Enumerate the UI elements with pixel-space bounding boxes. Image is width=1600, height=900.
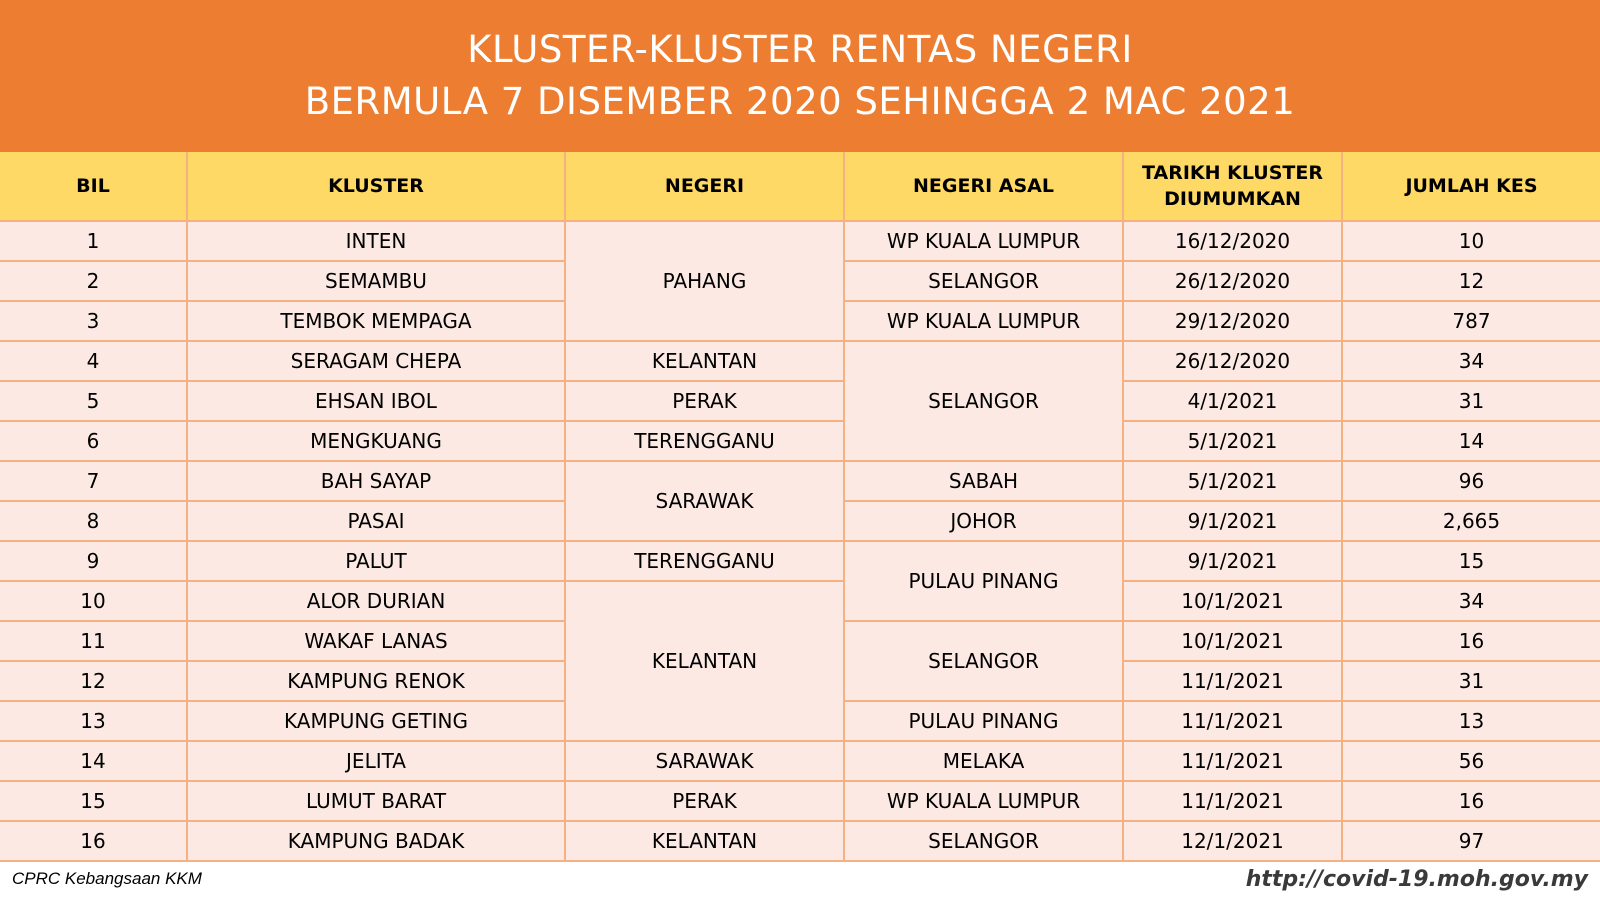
cell-negeri: KELANTAN (565, 341, 844, 381)
header-kluster: KLUSTER (187, 152, 565, 221)
cell-negeri: TERENGGANU (565, 541, 844, 581)
cell-jumlah-kes: 97 (1342, 821, 1600, 861)
cell-negeri-asal: SELANGOR (844, 261, 1123, 301)
cell-tarikh: 11/1/2021 (1123, 661, 1342, 701)
table-row (0, 421, 1600, 461)
table-row (0, 381, 1600, 421)
cell-kluster: KAMPUNG BADAK (187, 821, 565, 861)
cell-negeri-asal: SELANGOR (844, 821, 1123, 861)
cell-bil: 15 (0, 781, 187, 821)
cell-tarikh: 11/1/2021 (1123, 701, 1342, 741)
cell-bil: 16 (0, 821, 187, 861)
cell-negeri: PERAK (565, 381, 844, 421)
cell-tarikh: 29/12/2020 (1123, 301, 1342, 341)
cell-bil: 10 (0, 581, 187, 621)
cell-bil: 13 (0, 701, 187, 741)
cell-tarikh: 4/1/2021 (1123, 381, 1342, 421)
cell-tarikh: 9/1/2021 (1123, 541, 1342, 581)
cell-jumlah-kes: 34 (1342, 341, 1600, 381)
cell-tarikh: 12/1/2021 (1123, 821, 1342, 861)
header-negeri-asal: NEGERI ASAL (844, 152, 1123, 221)
cell-jumlah-kes: 31 (1342, 661, 1600, 701)
table-row (0, 221, 1600, 261)
source-credit: CPRC Kebangsaan KKM (12, 869, 202, 888)
cell-negeri-asal: WP KUALA LUMPUR (844, 781, 1123, 821)
title-line-1: KLUSTER-KLUSTER RENTAS NEGERI (467, 28, 1133, 71)
cell-kluster: ALOR DURIAN (187, 581, 565, 621)
cell-tarikh: 5/1/2021 (1123, 461, 1342, 501)
cluster-table (0, 152, 1600, 862)
cell-negeri: SARAWAK (565, 461, 844, 541)
cell-negeri-asal: JOHOR (844, 501, 1123, 541)
cell-kluster: WAKAF LANAS (187, 621, 565, 661)
table-row (0, 341, 1600, 381)
cell-negeri: PAHANG (565, 221, 844, 341)
header-jumlah-kes: JUMLAH KES (1342, 152, 1600, 221)
cell-jumlah-kes: 31 (1342, 381, 1600, 421)
header-bil: BIL (0, 152, 187, 221)
title-line-2: BERMULA 7 DISEMBER 2020 SEHINGGA 2 MAC 2021 (304, 80, 1296, 123)
cell-tarikh: 10/1/2021 (1123, 621, 1342, 661)
cell-tarikh: 26/12/2020 (1123, 261, 1342, 301)
table-row (0, 741, 1600, 781)
cell-negeri: PERAK (565, 781, 844, 821)
cell-kluster: MENGKUANG (187, 421, 565, 461)
header-negeri: NEGERI (565, 152, 844, 221)
table-row (0, 781, 1600, 821)
cell-jumlah-kes: 2,665 (1342, 501, 1600, 541)
cell-kluster: EHSAN IBOL (187, 381, 565, 421)
table-header-row (0, 152, 1600, 221)
cell-jumlah-kes: 56 (1342, 741, 1600, 781)
cell-jumlah-kes: 13 (1342, 701, 1600, 741)
cell-bil: 3 (0, 301, 187, 341)
cell-kluster: PALUT (187, 541, 565, 581)
cell-bil: 7 (0, 461, 187, 501)
cell-tarikh: 16/12/2020 (1123, 221, 1342, 261)
cell-jumlah-kes: 10 (1342, 221, 1600, 261)
header-tarikh-line-2: DIUMUMKAN (1164, 188, 1301, 210)
title-banner (0, 0, 1600, 152)
cell-kluster: SERAGAM CHEPA (187, 341, 565, 381)
cell-bil: 4 (0, 341, 187, 381)
cell-negeri-asal: WP KUALA LUMPUR (844, 221, 1123, 261)
cell-negeri-asal: SELANGOR (844, 341, 1123, 461)
website-url: http://covid-19.moh.gov.my (1245, 867, 1588, 892)
cell-jumlah-kes: 34 (1342, 581, 1600, 621)
cell-kluster: TEMBOK MEMPAGA (187, 301, 565, 341)
cell-kluster: LUMUT BARAT (187, 781, 565, 821)
cell-negeri-asal: SELANGOR (844, 621, 1123, 701)
cell-kluster: SEMAMBU (187, 261, 565, 301)
cell-jumlah-kes: 16 (1342, 781, 1600, 821)
cell-tarikh: 26/12/2020 (1123, 341, 1342, 381)
cell-tarikh: 5/1/2021 (1123, 421, 1342, 461)
cell-tarikh: 10/1/2021 (1123, 581, 1342, 621)
cell-jumlah-kes: 12 (1342, 261, 1600, 301)
cell-jumlah-kes: 96 (1342, 461, 1600, 501)
table-row (0, 461, 1600, 501)
table-row (0, 581, 1600, 621)
cell-kluster: KAMPUNG GETING (187, 701, 565, 741)
cell-bil: 5 (0, 381, 187, 421)
cell-kluster: BAH SAYAP (187, 461, 565, 501)
cell-kluster: PASAI (187, 501, 565, 541)
cell-bil: 6 (0, 421, 187, 461)
cell-negeri-asal: SABAH (844, 461, 1123, 501)
cell-tarikh: 11/1/2021 (1123, 741, 1342, 781)
cell-kluster: JELITA (187, 741, 565, 781)
cell-jumlah-kes: 16 (1342, 621, 1600, 661)
cell-bil: 1 (0, 221, 187, 261)
cell-bil: 12 (0, 661, 187, 701)
table-row (0, 541, 1600, 581)
cell-bil: 9 (0, 541, 187, 581)
cell-negeri: KELANTAN (565, 821, 844, 861)
cell-negeri: SARAWAK (565, 741, 844, 781)
cell-jumlah-kes: 14 (1342, 421, 1600, 461)
cell-bil: 14 (0, 741, 187, 781)
header-tarikh-line-1: TARIKH KLUSTER (1142, 162, 1323, 184)
cell-kluster: INTEN (187, 221, 565, 261)
cell-negeri: KELANTAN (565, 581, 844, 741)
cell-negeri-asal: WP KUALA LUMPUR (844, 301, 1123, 341)
cell-negeri-asal: MELAKA (844, 741, 1123, 781)
cell-kluster: KAMPUNG RENOK (187, 661, 565, 701)
cell-jumlah-kes: 787 (1342, 301, 1600, 341)
cell-bil: 8 (0, 501, 187, 541)
cell-negeri: TERENGGANU (565, 421, 844, 461)
cell-negeri-asal: PULAU PINANG (844, 541, 1123, 621)
table-row (0, 821, 1600, 861)
cell-negeri-asal: PULAU PINANG (844, 701, 1123, 741)
cell-tarikh: 9/1/2021 (1123, 501, 1342, 541)
header-tarikh (1123, 152, 1342, 221)
cell-bil: 11 (0, 621, 187, 661)
cell-jumlah-kes: 15 (1342, 541, 1600, 581)
cell-bil: 2 (0, 261, 187, 301)
cell-tarikh: 11/1/2021 (1123, 781, 1342, 821)
